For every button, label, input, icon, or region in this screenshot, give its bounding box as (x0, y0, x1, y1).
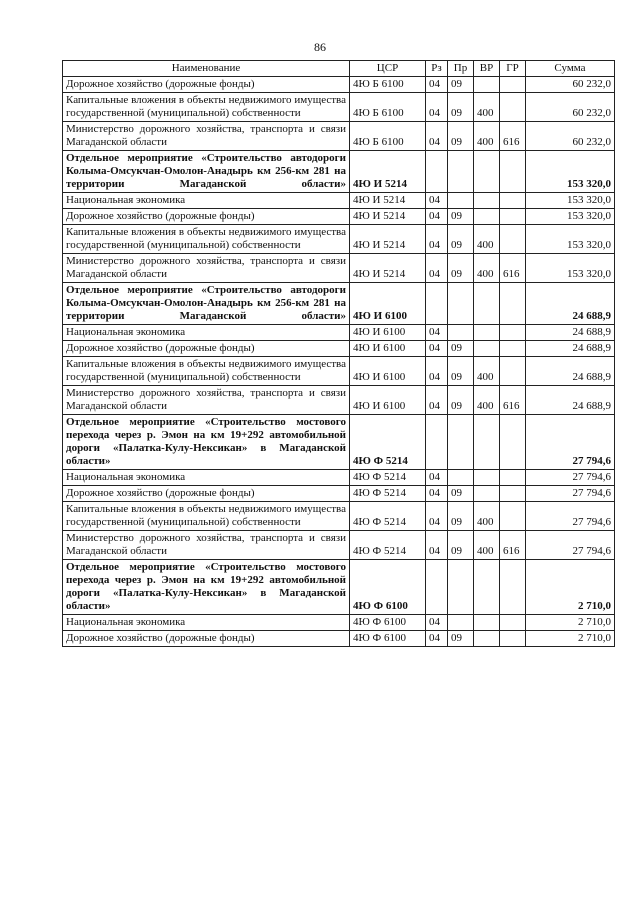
cell-sum: 27 794,6 (526, 502, 615, 531)
table-row (63, 357, 615, 386)
cell-sum: 27 794,6 (526, 415, 615, 470)
header-name: Наименование (63, 61, 350, 77)
cell-gr (500, 357, 526, 386)
cell-pr (448, 470, 474, 486)
cell-csr: 4Ю Ф 5214 (350, 415, 426, 470)
cell-csr: 4Ю И 5214 (350, 254, 426, 283)
cell-name: Капитальные вложения в объекты недвижимого имущества государственной (муниципальной) собственности (63, 502, 350, 531)
cell-vr (474, 325, 500, 341)
cell-csr: 4Ю И 6100 (350, 386, 426, 415)
cell-name: Национальная экономика (63, 325, 350, 341)
cell-csr: 4Ю И 5214 (350, 193, 426, 209)
section-header-row (63, 560, 615, 615)
cell-pr: 09 (448, 486, 474, 502)
cell-vr: 400 (474, 531, 500, 560)
cell-rz: 04 (426, 225, 448, 254)
cell-csr: 4Ю Ф 6100 (350, 560, 426, 615)
cell-csr: 4Ю И 6100 (350, 325, 426, 341)
cell-name: Национальная экономика (63, 615, 350, 631)
cell-name: Капитальные вложения в объекты недвижимого имущества государственной (муниципальной) собственности (63, 357, 350, 386)
cell-vr: 400 (474, 122, 500, 151)
cell-pr: 09 (448, 357, 474, 386)
table-body (63, 77, 615, 647)
table-row (63, 122, 615, 151)
cell-vr: 400 (474, 386, 500, 415)
table-row (63, 225, 615, 254)
cell-csr: 4Ю Ф 6100 (350, 631, 426, 647)
cell-name: Капитальные вложения в объекты недвижимого имущества государственной (муниципальной) собственности (63, 225, 350, 254)
cell-rz: 04 (426, 357, 448, 386)
header-pr: Пр (448, 61, 474, 77)
page-number: 86 (314, 40, 326, 54)
cell-sum: 153 320,0 (526, 254, 615, 283)
cell-vr (474, 560, 500, 615)
cell-csr: 4Ю И 6100 (350, 357, 426, 386)
cell-csr: 4Ю Б 6100 (350, 93, 426, 122)
table-row (63, 193, 615, 209)
cell-rz: 04 (426, 209, 448, 225)
cell-name: Национальная экономика (63, 470, 350, 486)
cell-sum: 2 710,0 (526, 560, 615, 615)
cell-sum: 27 794,6 (526, 486, 615, 502)
cell-pr: 09 (448, 502, 474, 531)
cell-pr (448, 283, 474, 325)
cell-name: Отдельное мероприятие «Строительство мостового перехода через р. Эмон на км 19+292 автомобильной дороги «Палатка-Кулу-Нексикан» в Магаданской области» (63, 415, 350, 470)
table-row (63, 486, 615, 502)
cell-sum: 24 688,9 (526, 325, 615, 341)
section-header-row (63, 283, 615, 325)
cell-pr: 09 (448, 631, 474, 647)
cell-vr: 400 (474, 225, 500, 254)
cell-gr (500, 470, 526, 486)
cell-gr (500, 93, 526, 122)
cell-sum: 60 232,0 (526, 93, 615, 122)
cell-csr: 4Ю Ф 6100 (350, 615, 426, 631)
cell-rz: 04 (426, 193, 448, 209)
cell-rz: 04 (426, 531, 448, 560)
table-row (63, 531, 615, 560)
cell-name: Дорожное хозяйство (дорожные фонды) (63, 631, 350, 647)
table-row (63, 93, 615, 122)
cell-gr (500, 415, 526, 470)
table-row (63, 77, 615, 93)
cell-rz (426, 151, 448, 193)
cell-rz: 04 (426, 77, 448, 93)
header-vr: ВР (474, 61, 500, 77)
cell-pr: 09 (448, 93, 474, 122)
cell-vr: 400 (474, 357, 500, 386)
cell-name: Отдельное мероприятие «Строительство автодороги Колыма-Омсукчан-Омолон-Анадырь км 256-км 281 на территории Магаданской области» (63, 151, 350, 193)
table-row (63, 615, 615, 631)
cell-pr (448, 325, 474, 341)
cell-sum: 2 710,0 (526, 615, 615, 631)
cell-csr: 4Ю Ф 5214 (350, 531, 426, 560)
cell-vr (474, 77, 500, 93)
table-row (63, 386, 615, 415)
cell-name: Министерство дорожного хозяйства, транспорта и связи Магаданской области (63, 122, 350, 151)
cell-csr: 4Ю Ф 5214 (350, 470, 426, 486)
cell-sum: 24 688,9 (526, 341, 615, 357)
header-rz: Рз (426, 61, 448, 77)
cell-rz: 04 (426, 502, 448, 531)
cell-vr (474, 151, 500, 193)
cell-csr: 4Ю И 5214 (350, 209, 426, 225)
cell-vr (474, 631, 500, 647)
cell-csr: 4Ю И 5214 (350, 225, 426, 254)
cell-csr: 4Ю Б 6100 (350, 122, 426, 151)
cell-vr: 400 (474, 254, 500, 283)
cell-sum: 153 320,0 (526, 225, 615, 254)
cell-name: Капитальные вложения в объекты недвижимого имущества государственной (муниципальной) собственности (63, 93, 350, 122)
cell-pr: 09 (448, 225, 474, 254)
cell-csr: 4Ю И 6100 (350, 283, 426, 325)
cell-rz (426, 283, 448, 325)
cell-gr (500, 615, 526, 631)
cell-name: Национальная экономика (63, 193, 350, 209)
table-row (63, 325, 615, 341)
cell-pr: 09 (448, 209, 474, 225)
cell-sum: 24 688,9 (526, 357, 615, 386)
cell-name: Дорожное хозяйство (дорожные фонды) (63, 341, 350, 357)
cell-sum: 60 232,0 (526, 122, 615, 151)
cell-pr (448, 615, 474, 631)
cell-sum: 60 232,0 (526, 77, 615, 93)
cell-sum: 153 320,0 (526, 151, 615, 193)
cell-gr: 616 (500, 386, 526, 415)
cell-sum: 27 794,6 (526, 470, 615, 486)
cell-gr (500, 151, 526, 193)
cell-sum: 24 688,9 (526, 386, 615, 415)
cell-gr (500, 631, 526, 647)
cell-name: Дорожное хозяйство (дорожные фонды) (63, 77, 350, 93)
cell-gr (500, 225, 526, 254)
cell-gr (500, 77, 526, 93)
cell-name: Министерство дорожного хозяйства, транспорта и связи Магаданской области (63, 386, 350, 415)
cell-pr (448, 193, 474, 209)
cell-gr: 616 (500, 122, 526, 151)
table-header-row (63, 61, 615, 77)
cell-gr (500, 341, 526, 357)
cell-sum: 27 794,6 (526, 531, 615, 560)
cell-sum: 2 710,0 (526, 631, 615, 647)
cell-rz: 04 (426, 470, 448, 486)
table-row (63, 341, 615, 357)
cell-pr: 09 (448, 254, 474, 283)
table-row (63, 470, 615, 486)
cell-csr: 4Ю И 6100 (350, 341, 426, 357)
cell-name: Министерство дорожного хозяйства, транспорта и связи Магаданской области (63, 531, 350, 560)
cell-csr: 4Ю Ф 5214 (350, 486, 426, 502)
cell-gr: 616 (500, 254, 526, 283)
section-header-row (63, 415, 615, 470)
cell-sum: 153 320,0 (526, 209, 615, 225)
cell-vr (474, 341, 500, 357)
cell-vr: 400 (474, 93, 500, 122)
cell-name: Отдельное мероприятие «Строительство автодороги Колыма-Омсукчан-Омолон-Анадырь км 256-км 281 на территории Магаданской области» (63, 283, 350, 325)
cell-gr (500, 502, 526, 531)
cell-vr (474, 415, 500, 470)
cell-gr (500, 486, 526, 502)
cell-name: Министерство дорожного хозяйства, транспорта и связи Магаданской области (63, 254, 350, 283)
table-row (63, 631, 615, 647)
cell-pr: 09 (448, 386, 474, 415)
cell-gr (500, 193, 526, 209)
cell-rz: 04 (426, 631, 448, 647)
cell-pr: 09 (448, 531, 474, 560)
table-row (63, 502, 615, 531)
cell-sum: 153 320,0 (526, 193, 615, 209)
cell-gr: 616 (500, 531, 526, 560)
cell-rz: 04 (426, 615, 448, 631)
cell-vr (474, 486, 500, 502)
cell-pr: 09 (448, 341, 474, 357)
cell-vr (474, 209, 500, 225)
cell-gr (500, 560, 526, 615)
cell-pr (448, 415, 474, 470)
cell-rz: 04 (426, 93, 448, 122)
cell-rz (426, 560, 448, 615)
cell-pr (448, 560, 474, 615)
cell-gr (500, 325, 526, 341)
cell-vr (474, 283, 500, 325)
cell-gr (500, 283, 526, 325)
cell-name: Дорожное хозяйство (дорожные фонды) (63, 486, 350, 502)
cell-vr (474, 193, 500, 209)
cell-pr: 09 (448, 122, 474, 151)
header-sum: Сумма (526, 61, 615, 77)
cell-gr (500, 209, 526, 225)
cell-rz: 04 (426, 122, 448, 151)
cell-csr: 4Ю Б 6100 (350, 77, 426, 93)
cell-sum: 24 688,9 (526, 283, 615, 325)
budget-table (62, 60, 615, 647)
cell-name: Отдельное мероприятие «Строительство мостового перехода через р. Эмон на км 19+292 автомобильной дороги «Палатка-Кулу-Нексикан» в Магаданской области» (63, 560, 350, 615)
cell-pr (448, 151, 474, 193)
cell-vr (474, 470, 500, 486)
cell-rz: 04 (426, 325, 448, 341)
cell-name: Дорожное хозяйство (дорожные фонды) (63, 209, 350, 225)
cell-rz: 04 (426, 486, 448, 502)
cell-rz: 04 (426, 254, 448, 283)
table-row (63, 209, 615, 225)
cell-vr: 400 (474, 502, 500, 531)
cell-csr: 4Ю Ф 5214 (350, 502, 426, 531)
header-csr: ЦСР (350, 61, 426, 77)
header-gr: ГР (500, 61, 526, 77)
cell-rz: 04 (426, 341, 448, 357)
cell-vr (474, 615, 500, 631)
cell-csr: 4Ю И 5214 (350, 151, 426, 193)
section-header-row (63, 151, 615, 193)
cell-rz (426, 415, 448, 470)
cell-pr: 09 (448, 77, 474, 93)
cell-rz: 04 (426, 386, 448, 415)
table-row (63, 254, 615, 283)
